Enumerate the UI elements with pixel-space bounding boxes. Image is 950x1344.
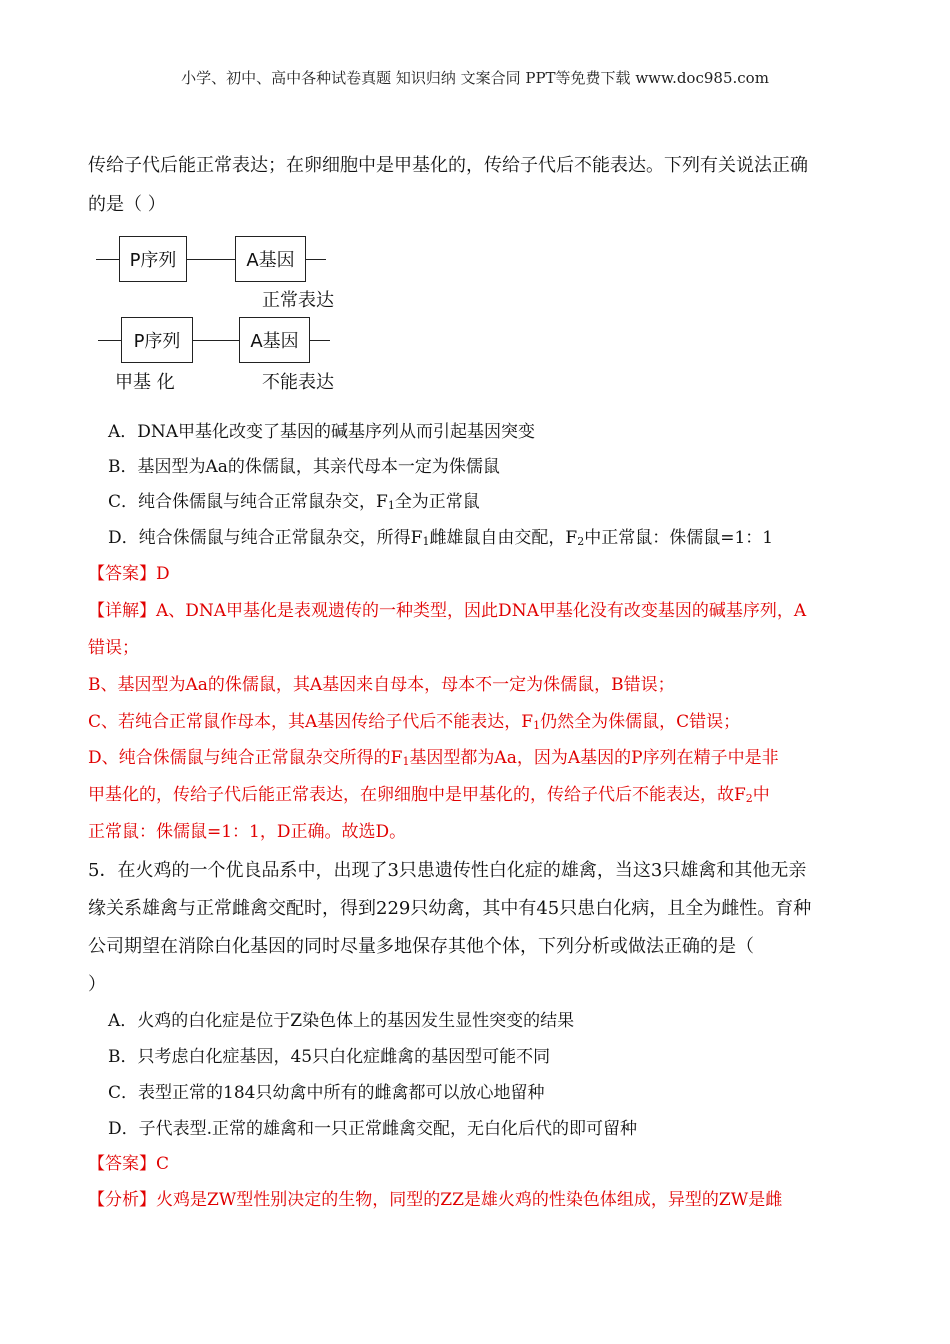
q4-detail-line-5: D、纯合侏儒鼠与纯合正常鼠杂交所得的$F_1$基因型都为Aa，因为A基因的P序列在精子中是非 [88,748,779,768]
normal-expression-label: 正常表达 [262,290,334,311]
q5-option-a: A．火鸡的白化症是位于Z染色体上的基因发生显性突变的结果 [108,1011,575,1031]
q4-detail-line-7: 正常鼠：侏儒鼠=1：1，D正确。故选D。 [88,822,407,842]
q4-option-b: B．基因型为Aa的侏儒鼠，其亲代母本一定为侏儒鼠 [108,457,500,477]
q4-answer: 【答案】D [88,564,170,584]
p-sequence-box-bottom: P序列 [121,317,193,363]
q5-stem-line-4: ） [88,974,106,995]
diagram-line [193,340,239,341]
q4-option-a: A．DNA甲基化改变了基因的碱基序列从而引起基因突变 [108,422,536,442]
q4-detail-line-4: C、若纯合正常鼠作母本，其A基因传给子代后不能表达，$F_1$仍然全为侏儒鼠，C错误； [88,712,741,732]
diagram-line [98,340,122,341]
q4-option-d: D．纯合侏儒鼠与纯合正常鼠杂交，所得$F_1$雌雄鼠自由交配，$F_2$中正常鼠：侏儒鼠=1：1 [108,528,774,548]
diagram-line [187,259,235,260]
no-expression-label: 不能表达 [262,372,334,393]
page-header: 小学、初中、高中各种试卷真题 知识归纳 文案合同 PPT等免费下载 www.doc985.com [181,69,769,87]
diagram-line [306,259,326,260]
q5-option-c: C．表型正常的184只幼禽中所有的雌禽都可以放心地留种 [108,1083,545,1103]
q5-analysis: 【分析】火鸡是ZW型性别决定的生物，同型的ZZ是雄火鸡的性染色体组成，异型的ZW是雌 [88,1190,783,1210]
q5-option-b: B．只考虑白化症基因，45只白化症雌禽的基因型可能不同 [108,1047,551,1067]
q4-detail-line-6: 甲基化的，传给子代后能正常表达，在卵细胞中是甲基化的，传给子代后不能表达，故$F_2$中 [88,785,770,805]
q5-answer: 【答案】C [88,1154,170,1174]
q5-option-d: D．子代表型.正常的雄禽和一只正常雌禽交配，无白化后代的即可留种 [108,1119,638,1139]
a-gene-box-bottom: A基因 [239,317,310,363]
diagram-line [310,340,330,341]
q4-option-c: C．纯合侏儒鼠与纯合正常鼠杂交，$F_1$全为正常鼠 [108,492,480,512]
q4-detail-line-3: B、基因型为Aa的侏儒鼠，其A基因来自母本，母本不一定为侏儒鼠，B错误； [88,675,675,695]
diagram-line [96,259,120,260]
a-gene-box-top: A基因 [235,236,306,282]
q4-detail-line-1: 【详解】A、DNA甲基化是表观遗传的一种类型，因此DNA甲基化没有改变基因的碱基序列，A [88,601,807,621]
p-sequence-box-top: P序列 [119,236,187,282]
methylation-label: 甲基 化 [115,372,175,393]
q5-stem-line-3: 公司期望在消除白化基因的同时尽量多地保存其他个体，下列分析或做法正确的是（ [88,936,754,957]
q4-detail-line-2: 错误； [88,638,139,658]
q5-stem-line-2: 缘关系雄禽与正常雌禽交配时，得到229只幼禽，其中有45只患白化病，且全为雌性。育种 [88,898,812,919]
intro-line-2: 的是（ ） [88,194,166,215]
intro-line-1: 传给子代后能正常表达；在卵细胞中是甲基化的，传给子代后不能表达。下列有关说法正确 [88,155,808,176]
q5-stem-line-1: 5．在火鸡的一个优良品系中，出现了3只患遗传性白化症的雄禽，当这3只雄禽和其他无亲 [88,860,807,881]
